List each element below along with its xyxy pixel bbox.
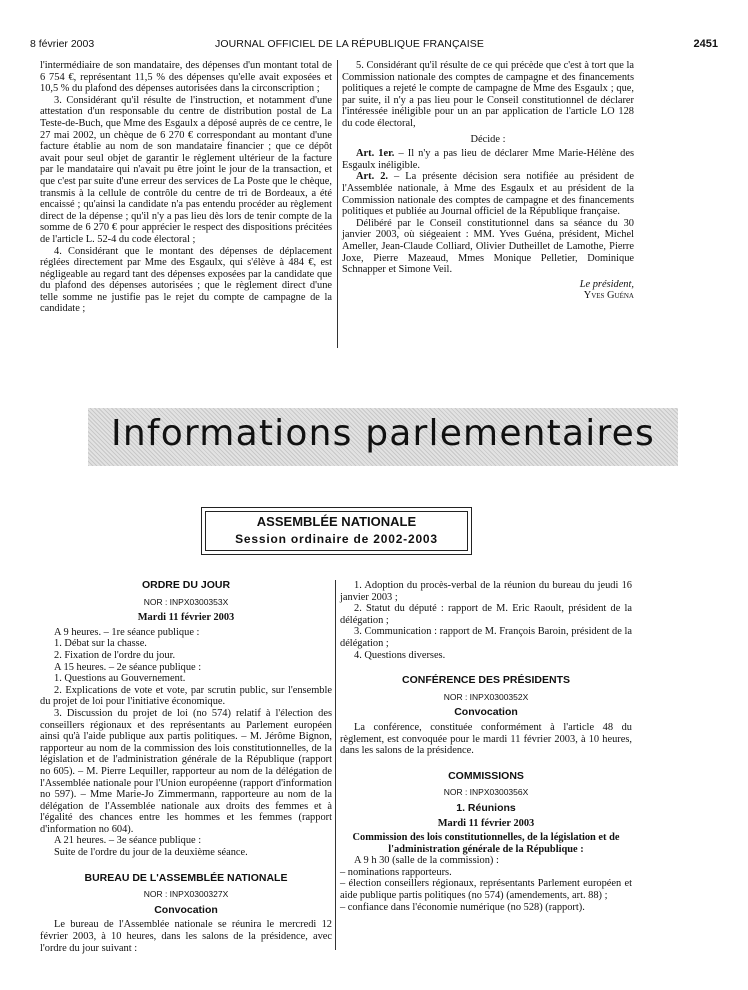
deliberation: Délibéré par le Conseil constitutionnel dans sa séance du 30 janvier 2003, où siégeaient : MM. Yves Guéna, président, Michel Ameller, Jean-Claude Colliard, Olivier Dutheillet de Lamothe, Pierre Joxe, Pierre Mazeaud, Mmes Monique Pelletier, Dominique Schnapper et Simone Veil.	[342, 217, 634, 276]
ordre-line: A 15 heures. – 2e séance publique :	[54, 661, 202, 673]
paragraph-5: 5. Considérant qu'il résulte de ce qui précède que c'est à tort que la Commission nationale des comptes de campagne et des financements politiques a rejeté le compte de campagne de Mme des Esgaulx ; que, par suite, il n'y a pas lieu pour le Conseil constitutionnel de déclarer l'intéressée inéligible pour un an par application de l'article LO 128 du code électoral,	[342, 60, 634, 129]
conference-nor: NOR : INPX0300352X	[443, 691, 529, 702]
reunions-heading: 1. Réunions	[456, 801, 516, 814]
bureau-text: Le bureau de l'Assemblée nationale se réunira le mercredi 12 février 2003, à 10 heures, dans les salons de la présidence, avec l'ordre du jour suivant :	[40, 919, 332, 954]
conference-convocation: Convocation	[454, 706, 518, 719]
commission-line: – nominations rapporteurs.	[340, 866, 452, 878]
commissions-title: COMMISSIONS	[448, 769, 524, 782]
bureau-item: 1. Adoption du procès-verbal de la réunion du bureau du jeudi 16 janvier 2003 ;	[340, 580, 632, 603]
ordre-line: Suite de l'ordre du jour de la deuxième séance.	[54, 847, 248, 859]
ordre-line: 3. Discussion du projet de loi (no 574) relatif à l'élection des conseillers régionaux et des représentants au Parlement européen ainsi qu'à l'aide publique aux partis politiques. – M. Jérôme Bignon, rapporteur au nom de la commission des lois constitutionnelles, de la législation et de l'administration générale de la République (rapport no 605). – M. Pierre Lequiller, rapporteur au nom de la délégation de l'Assemblée nationale pour l'Union européenne (rapport d'information no 597). – Mme Marie-Jo Zimmermann, rapporteure au nom de la délégation de l'Assemblée nationale aux droits des femmes et à l'égalité des chances entre les hommes et les femmes (rapport d'information no 604).	[40, 707, 332, 835]
commission-line: A 9 h 30 (salle de la commission) :	[354, 855, 499, 867]
signature-name: Yves Guéna	[583, 290, 634, 302]
top-left-column	[40, 60, 332, 315]
ordre-line: 1. Débat sur la chasse.	[54, 638, 147, 650]
bureau-item: 2. Statut du député : rapport de M. Eric Raoult, président de la délégation ;	[340, 603, 632, 626]
article-1-text: – Il n'y a pas lieu de déclarer Mme Marie-Hélène des Esgaulx inéligible.	[342, 148, 634, 171]
header-page-number: 2451	[693, 38, 718, 50]
column-divider	[337, 60, 338, 348]
bureau-item: 4. Questions diverses.	[354, 649, 446, 661]
commission-line: – élection conseillers régionaux, représentants Parlement européen et aide publique partis politiques (no 574) (amendements, art. 88) ;	[340, 878, 632, 902]
signature-title: Le président,	[579, 278, 634, 290]
top-right-column	[342, 60, 634, 302]
ordre-line: A 21 heures. – 3e séance publique :	[54, 835, 202, 847]
paragraph-3: 3. Considérant qu'il résulte de l'instruction, et notamment d'une attestation d'un responsable du centre de distribution postal de La Teste-de-Buch, que Mme des Esgaulx a déposé auprès de ce centre, le 27 mai 2002, un chèque de 6 270 € correspondant au montant d'une facture établie au nom de son mandataire financier ; que ce dépôt avait pour seul objet de garantir le règlement ultérieur de la facture par le mandataire qui n'avait pu être joint le jour de la transaction, et que c'est par suite d'une erreur des services de La Poste que le chèque, transmis à la cellule de contrôle du centre de tri de Bordeaux, a été encaissé ; qu'ainsi la candidate n'a pas entendu procéder au règlement direct de la dépense ; qu'il n'y a pas lieu dès lors de tenir compte de la somme de 6 270 € pour apprécier le respect des dispositions précitées de l'article L. 52-4 du code électoral ;	[40, 94, 332, 245]
assemblee-title: ASSEMBLÉE NATIONALE	[256, 514, 417, 529]
header-date: 8 février 2003	[30, 38, 95, 50]
bureau-title: BUREAU DE L'ASSEMBLÉE NATIONALE	[84, 871, 288, 884]
paragraph: l'intermédiaire de son mandataire, des dépenses d'un montant total de 6 754 €, représentant 11,5 % des dépenses qu'elle avait exposées et 10,5 % du plafond des dépenses autorisées dans la circonscription ;	[40, 60, 332, 95]
commission-line: – confiance dans l'économie numérique (no 528) (rapport).	[340, 901, 585, 913]
bureau-nor: NOR : INPX0300327X	[143, 889, 229, 900]
page-header	[30, 38, 718, 54]
commission-lois-heading: Commission des lois constitutionnelles, de la législation et de l'administration générale de la République :	[352, 832, 620, 855]
assemblee-box-inner-border	[205, 511, 468, 551]
article-2-text: – La présente décision sera notifiée au président de l'Assemblée nationale, à Mme des Esgaulx et au président de la Commission nationale des comptes de campagne et des financements politiques et publiée au Journal officiel de la République française.	[342, 171, 634, 218]
bureau-item: 3. Communication : rapport de M. François Baroin, président de la délégation ;	[340, 626, 632, 649]
bottom-right-column	[340, 580, 632, 913]
decide-heading: Décide :	[470, 133, 506, 145]
reunions-date: Mardi 11 février 2003	[437, 817, 535, 829]
banner-title: Informations parlementaires	[111, 413, 655, 454]
ordre-line: 1. Questions au Gouvernement.	[54, 673, 186, 685]
header-journal-title: JOURNAL OFFICIEL DE LA RÉPUBLIQUE FRANÇAISE	[215, 38, 484, 50]
ordre-line: 2. Explications de vote et vote, par scrutin public, sur l'ensemble du projet de loi pour l'initiative économique.	[40, 684, 332, 708]
article-2	[342, 171, 634, 217]
bureau-convocation: Convocation	[154, 903, 218, 916]
commissions-nor: NOR : INPX0300356X	[443, 787, 529, 798]
article-2-label: Art. 2.	[356, 171, 389, 183]
article-1-label: Art. 1er.	[356, 148, 395, 160]
ordre-line: 2. Fixation de l'ordre du jour.	[54, 649, 176, 661]
bottom-left-column	[40, 580, 332, 954]
assemblee-session: Session ordinaire de 2002-2003	[235, 532, 438, 546]
column-divider-bottom	[335, 580, 336, 950]
ordre-du-jour-title: ORDRE DU JOUR	[141, 579, 231, 591]
ordre-line: A 9 heures. – 1re séance publique :	[54, 626, 200, 638]
article-1	[342, 148, 634, 171]
paragraph-4: 4. Considérant que le montant des dépenses de déplacement réglées directement par Mme des Esgaulx, qui s'élève à 484 €, est négligeable au regard tant des dépenses exposées par la candidate que du plafond des dépenses autorisées ; que le règlement direct d'une telle somme ne justifie pas le rejet du compte de campagne de la candidate ;	[40, 245, 332, 315]
conference-text: La conférence, constituée conformément à l'article 48 du règlement, est convoquée pour le mardi 11 février 2003, à 10 heures, dans les salons de la présidence.	[340, 721, 632, 757]
conference-title: CONFÉRENCE DES PRÉSIDENTS	[401, 674, 571, 687]
ordre-date: Mardi 11 février 2003	[137, 612, 235, 624]
ordre-nor: NOR : INPX0300353X	[143, 596, 229, 607]
